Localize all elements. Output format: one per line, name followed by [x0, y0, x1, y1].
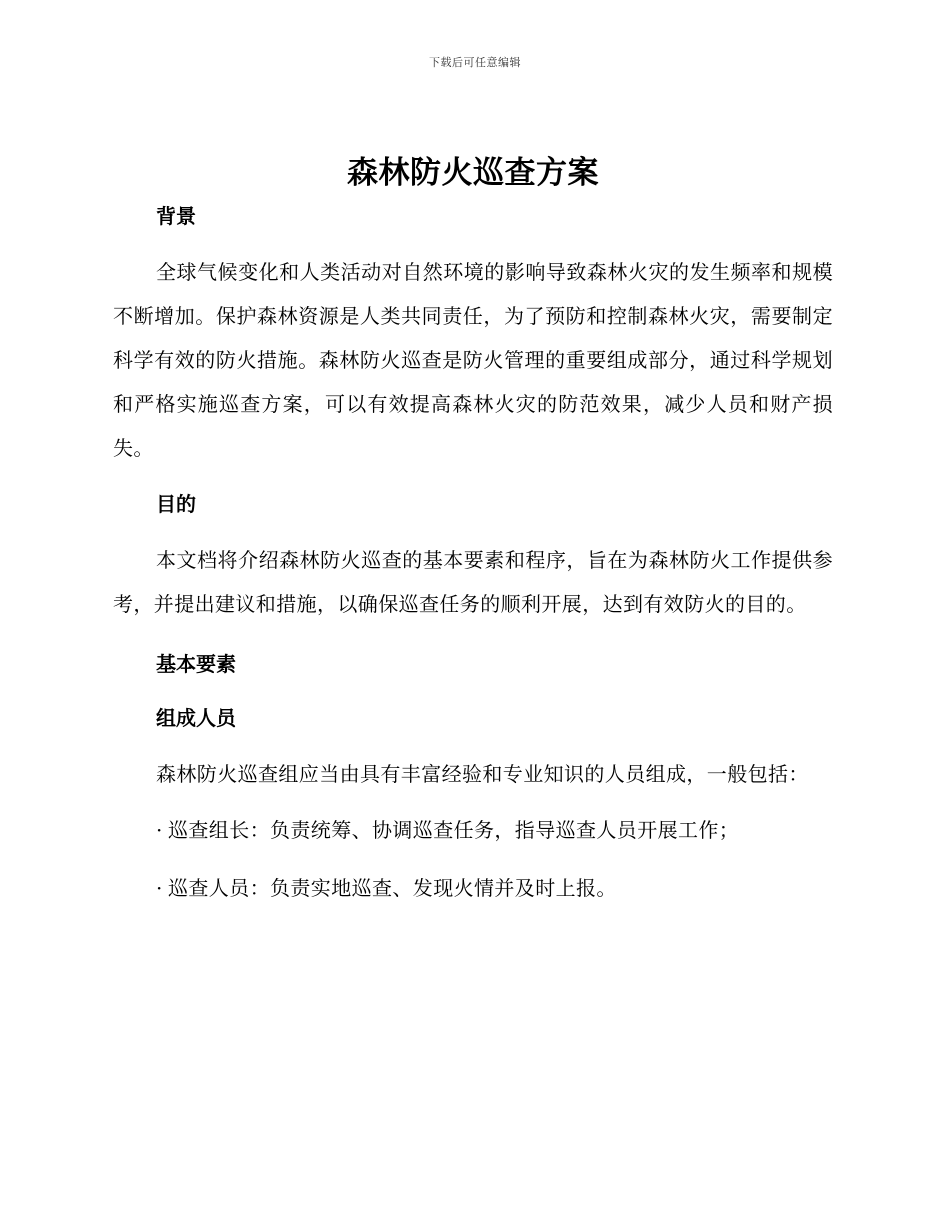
heading-background: 背景	[156, 204, 196, 228]
paragraph-purpose: 本文档将介绍森林防火巡查的基本要素和程序，旨在为森林防火工作提供参考，并提出建议和措施，以确保巡查任务的顺利开展，达到有效防火的目的。	[113, 548, 833, 616]
bullet-item	[113, 872, 833, 904]
header-note: 下载后可任意编辑	[429, 56, 521, 69]
paragraph-background: 全球气候变化和人类活动对自然环境的影响导致森林火灾的发生频率和规模不断增加。保护森林资源是人类共同责任，为了预防和控制森林火灾，需要制定科学有效的防火措施。森林防火巡查是防火管理的重要组成部分，通过科学规划和严格实施巡查方案，可以有效提高森林火灾的防范效果，减少人员和财产损失。	[113, 260, 833, 460]
bullet-dot: ·	[156, 876, 163, 900]
heading-purpose: 目的	[156, 492, 196, 516]
paragraph-members: 森林防火巡查组应当由具有丰富经验和专业知识的人员组成，一般包括：	[156, 762, 809, 786]
heading-basics: 基本要素	[156, 652, 236, 676]
bullet-dot: ·	[156, 818, 163, 842]
bullet-text-patroller: 巡查人员：负责实地巡查、发现火情并及时上报。	[168, 876, 617, 900]
bullet-item	[113, 814, 833, 846]
heading-members: 组成人员	[156, 706, 236, 730]
bullet-text-leader: 巡查组长：负责统筹、协调巡查任务，指导巡查人员开展工作；	[168, 818, 740, 842]
document-title: 森林防火巡查方案	[347, 155, 599, 191]
document-content	[113, 150, 833, 904]
